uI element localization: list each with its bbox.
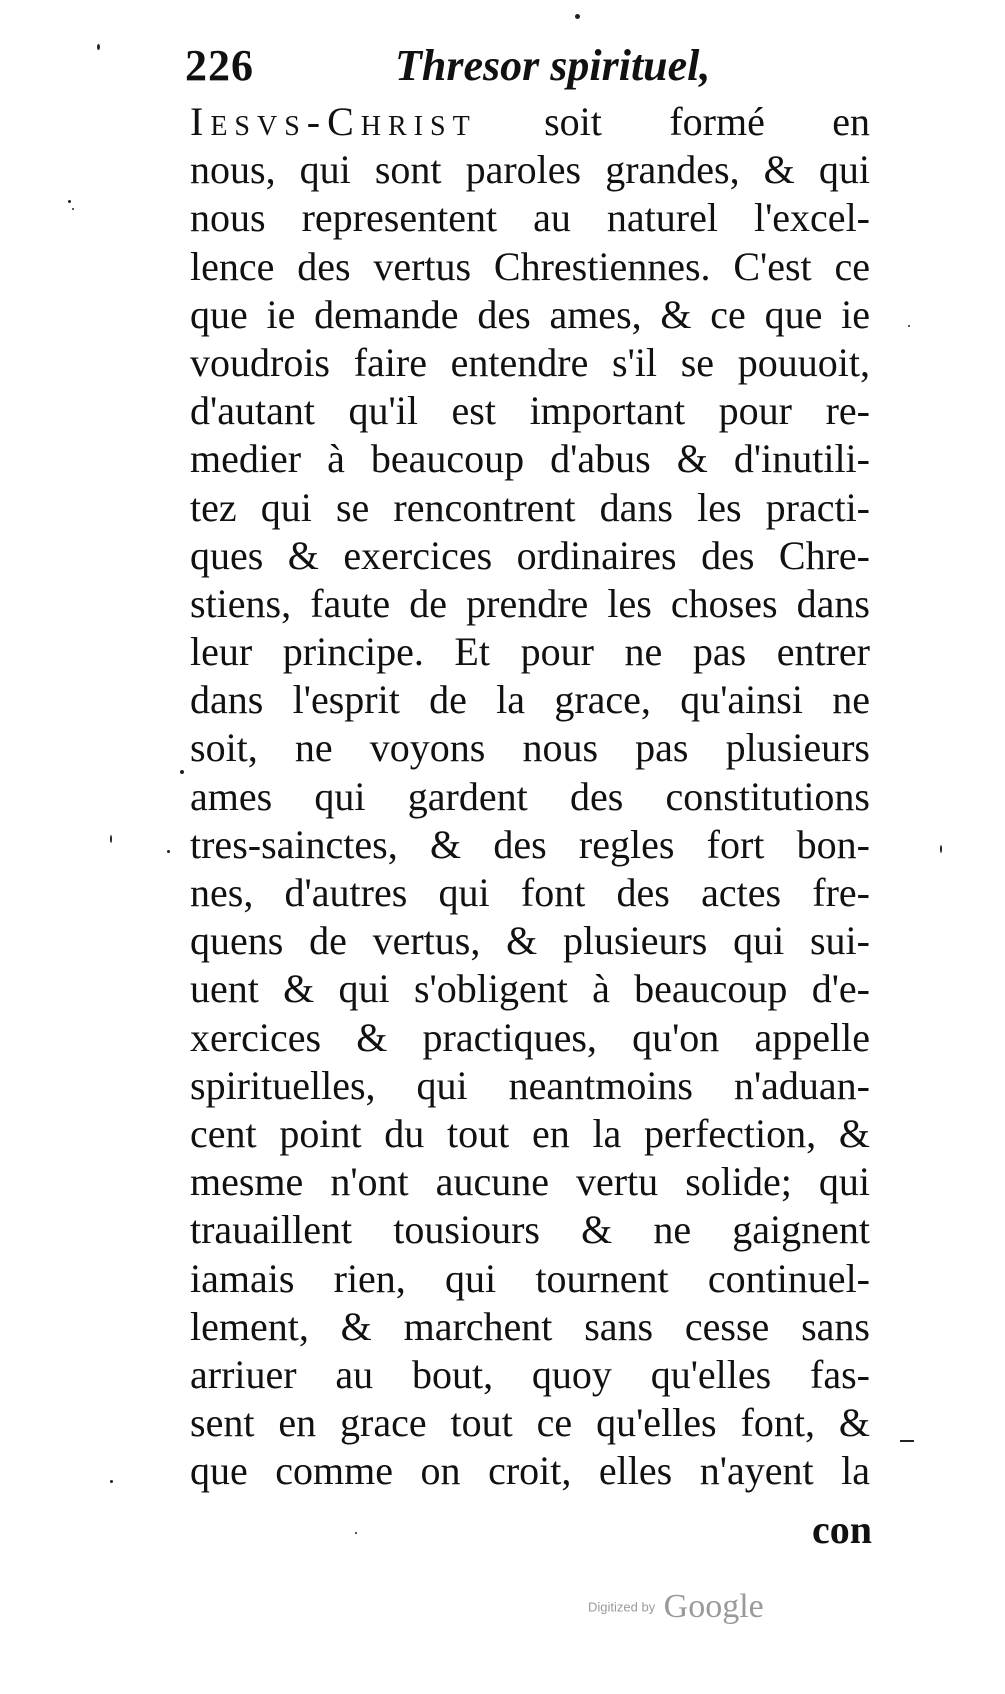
text-line: xercices & practiques, qu'on appelle	[190, 1014, 870, 1060]
text-line: nous representent au naturel l'excel-	[190, 195, 870, 241]
body-text	[190, 98, 870, 1495]
small-caps-name: Iesvs-Christ	[190, 99, 477, 144]
text-line: lence des vertus Chrestiennes. C'est ce	[190, 243, 870, 289]
text-line: tres-sainctes, & des regles fort bon-	[190, 821, 870, 867]
text-line: arriuer au bout, quoy qu'elles fas-	[190, 1351, 870, 1397]
scan-speck	[110, 1480, 113, 1483]
text-line-1	[190, 98, 870, 146]
text-line: leur principe. Et pour ne pas entrer	[190, 629, 870, 675]
page-number: 226	[185, 41, 254, 90]
scan-speck	[180, 770, 184, 774]
page-header	[185, 40, 745, 96]
text-line: d'autant qu'il est important pour re-	[190, 388, 870, 434]
first-line-rest: soit formé en	[476, 99, 870, 144]
google-wordmark: Google	[663, 1588, 764, 1625]
scan-speck	[167, 850, 170, 853]
text-line: lement, & marchent sans cesse sans	[190, 1303, 870, 1349]
text-line: ques & exercices ordinaires des Chre-	[190, 532, 870, 578]
text-line: dans l'esprit de la grace, qu'ainsi ne	[190, 677, 870, 723]
text-line: iamais rien, qui tournent continuel-	[190, 1255, 870, 1301]
scan-speck	[110, 835, 112, 843]
text-line: cent point du tout en la perfection, &	[190, 1110, 870, 1156]
catchword: con	[812, 1507, 872, 1552]
scan-speck	[68, 200, 71, 203]
scan-speck	[97, 44, 100, 50]
text-line: nes, d'autres qui font des actes fre-	[190, 870, 870, 915]
text-line: trauaillent tousiours & ne gaignent	[190, 1207, 870, 1253]
scan-speck	[900, 1440, 914, 1442]
digitized-label: Digitized by	[588, 1599, 656, 1615]
text-line: uent & qui s'obligent à beaucoup d'e-	[190, 966, 870, 1012]
text-line: que ie demande des ames, & ce que ie	[190, 291, 870, 337]
text-line: quens de vertus, & plusieurs qui sui-	[190, 918, 870, 964]
text-line: soit, ne voyons nous pas plusieurs	[190, 725, 870, 771]
digitized-footer	[588, 1588, 764, 1626]
scan-speck	[908, 325, 910, 327]
text-line: ames qui gardent des constitutions	[190, 773, 870, 819]
text-line: spirituelles, qui neantmoins n'aduan-	[190, 1062, 870, 1108]
text-line: sent en grace tout ce qu'elles font, &	[190, 1400, 870, 1446]
text-line: mesme n'ont aucune vertu solide; qui	[190, 1159, 870, 1205]
text-line: nous, qui sont paroles grandes, & qui	[190, 147, 870, 193]
scan-speck	[940, 845, 942, 853]
text-line: medier à beaucoup d'abus & d'inutili-	[190, 436, 870, 482]
text-line: que comme on croit, elles n'ayent la	[190, 1448, 870, 1494]
scan-speck	[355, 1532, 357, 1534]
running-head: Thresor spirituel,	[395, 41, 711, 90]
text-line: stiens, faute de prendre les choses dans	[190, 580, 870, 626]
text-line: tez qui se rencontrent dans les practi-	[190, 484, 870, 530]
scan-speck	[72, 208, 74, 210]
text-line: voudrois faire entendre s'il se pouuoit,	[190, 339, 870, 385]
scan-speck	[575, 14, 580, 19]
